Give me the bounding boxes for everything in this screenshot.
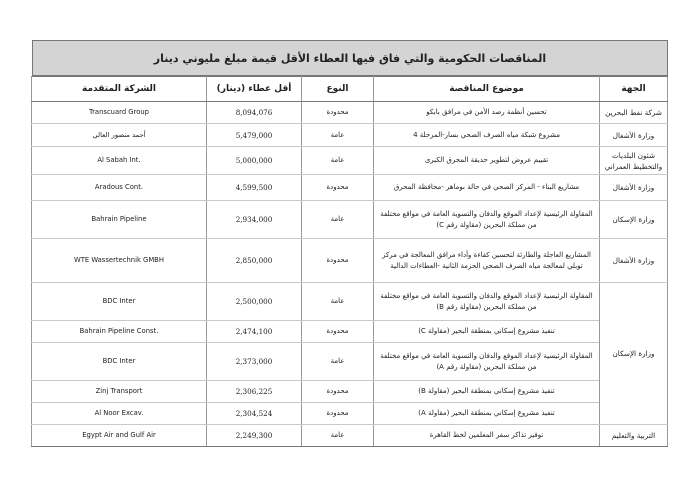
cell-subject: تحسين أنظمة رصد الأمن في مرافق بابكو [374, 102, 600, 124]
cell-amount: 5,000,000 [207, 147, 302, 175]
cell-type: عامة [302, 343, 374, 381]
cell-subject: المقاولة الرئيسية لإعداد الموقع والدفان والتسوية العامة في مواقع مختلفة من مملكة البحرين (مقاولة رقم C) [374, 201, 600, 239]
cell-company: Egypt Air and Gulf Air [32, 425, 207, 447]
cell-amount: 2,249,300 [207, 425, 302, 447]
cell-type: محدودة [302, 321, 374, 343]
table-row [32, 175, 668, 201]
cell-type: محدودة [302, 381, 374, 403]
cell-subject: مشروع شبكة مياه الصرف الصحي بسار-المرحلة 4 [374, 124, 600, 147]
header-subject: موضوع المناقصة [374, 77, 600, 102]
cell-amount: 2,500,000 [207, 283, 302, 321]
header-company: الشركة المتقدمة [32, 77, 207, 102]
cell-company: Zinj Transport [32, 381, 207, 403]
cell-type: عامة [302, 425, 374, 447]
cell-company: BDC Inter [32, 343, 207, 381]
cell-subject: مشاريع البناء - المركز الصحي في حالة بوماهر -محافظة المحرق [374, 175, 600, 201]
header-row [32, 77, 668, 102]
cell-type: محدودة [302, 102, 374, 124]
header-type: النوع [302, 77, 374, 102]
cell-company: Al Noor Excav. [32, 403, 207, 425]
table-row [32, 403, 668, 425]
cell-company: أحمد منصور العالي [32, 124, 207, 147]
cell-subject: المشاريع العاجلة والطارئة لتحسين كفاءة وأداء مرافق المعالجة في مركز توبلي لمعالجة مياه الصرف الصحي الحزمة الثانية -العطاءات الدالية [374, 239, 600, 283]
tenders-table [31, 76, 668, 447]
cell-entity: وزارة الإسكان [600, 201, 668, 239]
cell-company: Bahrain Pipeline Const. [32, 321, 207, 343]
header-amount: أقل عطاء (دينار) [207, 77, 302, 102]
cell-type: عامة [302, 147, 374, 175]
table-row [32, 102, 668, 124]
table-row [32, 343, 668, 381]
cell-entity: وزارة الأشغال [600, 175, 668, 201]
cell-subject: تنفيذ مشروع إسكاني بمنطقة البحير (مقاولة B) [374, 381, 600, 403]
table-row [32, 381, 668, 403]
table-row [32, 201, 668, 239]
cell-amount: 2,304,524 [207, 403, 302, 425]
cell-subject: توفير تذاكر سفر المعلمين لخط القاهرة [374, 425, 600, 447]
cell-amount: 2,474,100 [207, 321, 302, 343]
cell-type: محدودة [302, 175, 374, 201]
document-title: المناقصات الحكومية والتي فاق فيها العطاء الأقل قيمة مبلغ مليوني دينار [32, 40, 668, 76]
table-row [32, 124, 668, 147]
cell-type: عامة [302, 124, 374, 147]
table-row [32, 147, 668, 175]
cell-subject: تنفيذ مشروع إسكاني بمنطقة البحير (مقاولة C) [374, 321, 600, 343]
cell-subject: تنفيذ مشروع إسكاني بمنطقة البحير (مقاولة A) [374, 403, 600, 425]
table-row [32, 321, 668, 343]
cell-entity: وزارة الأشغال [600, 239, 668, 283]
cell-amount: 2,934,000 [207, 201, 302, 239]
cell-type: محدودة [302, 239, 374, 283]
cell-amount: 5,479,000 [207, 124, 302, 147]
cell-entity: وزارة الإسكان [600, 283, 668, 425]
cell-entity: شركة نفط البحرين [600, 102, 668, 124]
cell-company: Aradous Cont. [32, 175, 207, 201]
cell-type: عامة [302, 283, 374, 321]
cell-entity: شئون البلديات والتخطيط العمراني [600, 147, 668, 175]
table-row [32, 239, 668, 283]
table-row [32, 425, 668, 447]
header-entity: الجهة [600, 77, 668, 102]
cell-amount: 2,373,000 [207, 343, 302, 381]
cell-company: Bahrain Pipeline [32, 201, 207, 239]
cell-company: BDC Inter [32, 283, 207, 321]
cell-company: Transcuard Group [32, 102, 207, 124]
cell-subject: المقاولة الرئيسية لإعداد الموقع والدفان والتسوية العامة في مواقع مختلفة من مملكة البحرين (مقاولة رقم A) [374, 343, 600, 381]
cell-entity: وزارة الأشغال [600, 124, 668, 147]
cell-subject: تقييم عروض لتطوير حديقة المحرق الكبرى [374, 147, 600, 175]
cell-amount: 2,306,225 [207, 381, 302, 403]
cell-type: محدودة [302, 403, 374, 425]
table-row [32, 283, 668, 321]
cell-company: WTE Wassertechnik GMBH [32, 239, 207, 283]
cell-amount: 4,599,500 [207, 175, 302, 201]
cell-company: Al Sabah Int. [32, 147, 207, 175]
cell-type: عامة [302, 201, 374, 239]
document [32, 40, 668, 447]
cell-amount: 2,850,000 [207, 239, 302, 283]
cell-subject: المقاولة الرئيسية لإعداد الموقع والدفان والتسوية العامة في مواقع مختلفة من مملكة البحرين (مقاولة رقم B) [374, 283, 600, 321]
cell-amount: 8,094,076 [207, 102, 302, 124]
cell-entity: التربية والتعليم [600, 425, 668, 447]
